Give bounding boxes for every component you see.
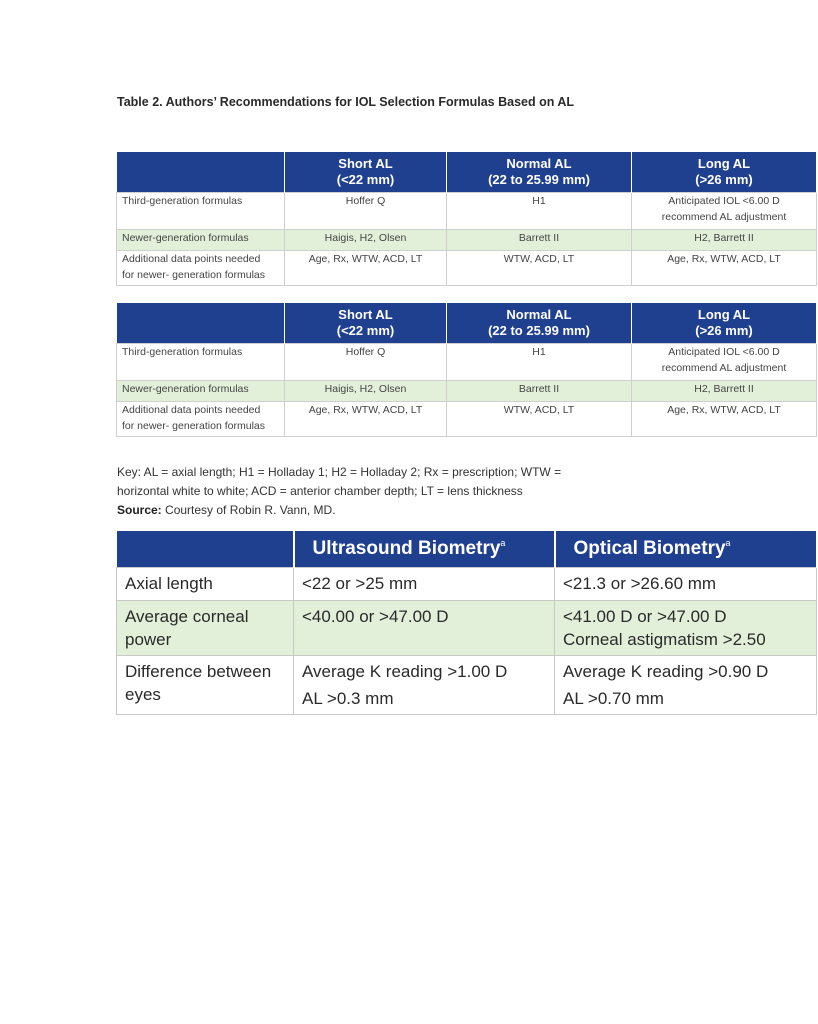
header-long-al: Long AL (>26 mm) (632, 152, 817, 193)
table-cell: Hoffer Q (285, 193, 447, 230)
biometry-table (116, 531, 818, 715)
key-line: Key: AL = axial length; H1 = Holladay 1; H2 = Holladay 2; Rx = prescription; WTW = (117, 465, 562, 479)
header-normal-al: Normal AL (22 to 25.99 mm) (447, 303, 632, 344)
iol-formula-table (116, 152, 817, 286)
row-label: Difference between eyes (117, 656, 294, 715)
table-cell: Barrett II (447, 381, 632, 402)
table-cell: H2, Barrett II (632, 381, 817, 402)
table-cell: <21.3 or >26.60 mm (555, 568, 817, 601)
table-cell: H2, Barrett II (632, 230, 817, 251)
table-cell: Hoffer Q (285, 344, 447, 381)
header-empty (117, 152, 285, 193)
table-cell: Age, Rx, WTW, ACD, LT (285, 402, 447, 437)
table-row (117, 601, 817, 656)
table-cell: <22 or >25 mm (294, 568, 555, 601)
header-ultrasound-biometry: Ultrasound Biometry$^a$ (294, 531, 555, 568)
table-cell: WTW, ACD, LT (447, 251, 632, 286)
table-row (117, 251, 817, 286)
table-row (117, 193, 817, 230)
table-row (117, 344, 817, 381)
table-row (117, 230, 817, 251)
table-cell: <41.00 D or >47.00 D Corneal astigmatism >2.50 (555, 601, 817, 656)
source-label: Source: (117, 503, 162, 517)
table-key (117, 463, 561, 520)
row-label: Newer-generation formulas (117, 230, 285, 251)
table-cell: H1 (447, 193, 632, 230)
header-empty (117, 531, 294, 568)
table-cell: <40.00 or >47.00 D (294, 601, 555, 656)
table-row (117, 381, 817, 402)
header-empty (117, 303, 285, 344)
table-cell: Age, Rx, WTW, ACD, LT (285, 251, 447, 286)
header-long-al: Long AL (>26 mm) (632, 303, 817, 344)
header-optical-biometry: Optical Biometry$^a$ (555, 531, 817, 568)
row-label: Third-generation formulas (117, 344, 285, 381)
table-cell: Average K reading >1.00 D AL >0.3 mm (294, 656, 555, 715)
source-line (117, 501, 561, 520)
table-cell: Age, Rx, WTW, ACD, LT (632, 402, 817, 437)
row-label: Average corneal power (117, 601, 294, 656)
table-cell: WTW, ACD, LT (447, 402, 632, 437)
row-label: Newer-generation formulas (117, 381, 285, 402)
table-cell: Barrett II (447, 230, 632, 251)
row-label: Third-generation formulas (117, 193, 285, 230)
row-label: Additional data points needed for newer- generation formulas (117, 402, 285, 437)
iol-formula-table-copy (116, 303, 817, 437)
key-line: horizontal white to white; ACD = anterior chamber depth; LT = lens thickness (117, 484, 523, 498)
table-row (117, 402, 817, 437)
header-short-al: Short AL (<22 mm) (285, 303, 447, 344)
table-cell: Age, Rx, WTW, ACD, LT (632, 251, 817, 286)
header-normal-al: Normal AL (22 to 25.99 mm) (447, 152, 632, 193)
row-label: Axial length (117, 568, 294, 601)
header-short-al: Short AL (<22 mm) (285, 152, 447, 193)
table-cell: Anticipated IOL <6.00 D recommend AL adjustment (632, 193, 817, 230)
table-row (117, 656, 817, 715)
table-cell: Haigis, H2, Olsen (285, 230, 447, 251)
row-label: Additional data points needed for newer- generation formulas (117, 251, 285, 286)
table-cell: Anticipated IOL <6.00 D recommend AL adjustment (632, 344, 817, 381)
source-text: Courtesy of Robin R. Vann, MD. (161, 503, 336, 517)
table-row (117, 568, 817, 601)
table-cell: Haigis, H2, Olsen (285, 381, 447, 402)
table-header-row (117, 531, 817, 568)
table-header-row (117, 152, 817, 193)
table-caption: Table 2. Authors’ Recommendations for IOL Selection Formulas Based on AL (117, 95, 575, 109)
table-header-row (117, 303, 817, 344)
table-cell: Average K reading >0.90 D AL >0.70 mm (555, 656, 817, 715)
table-cell: H1 (447, 344, 632, 381)
